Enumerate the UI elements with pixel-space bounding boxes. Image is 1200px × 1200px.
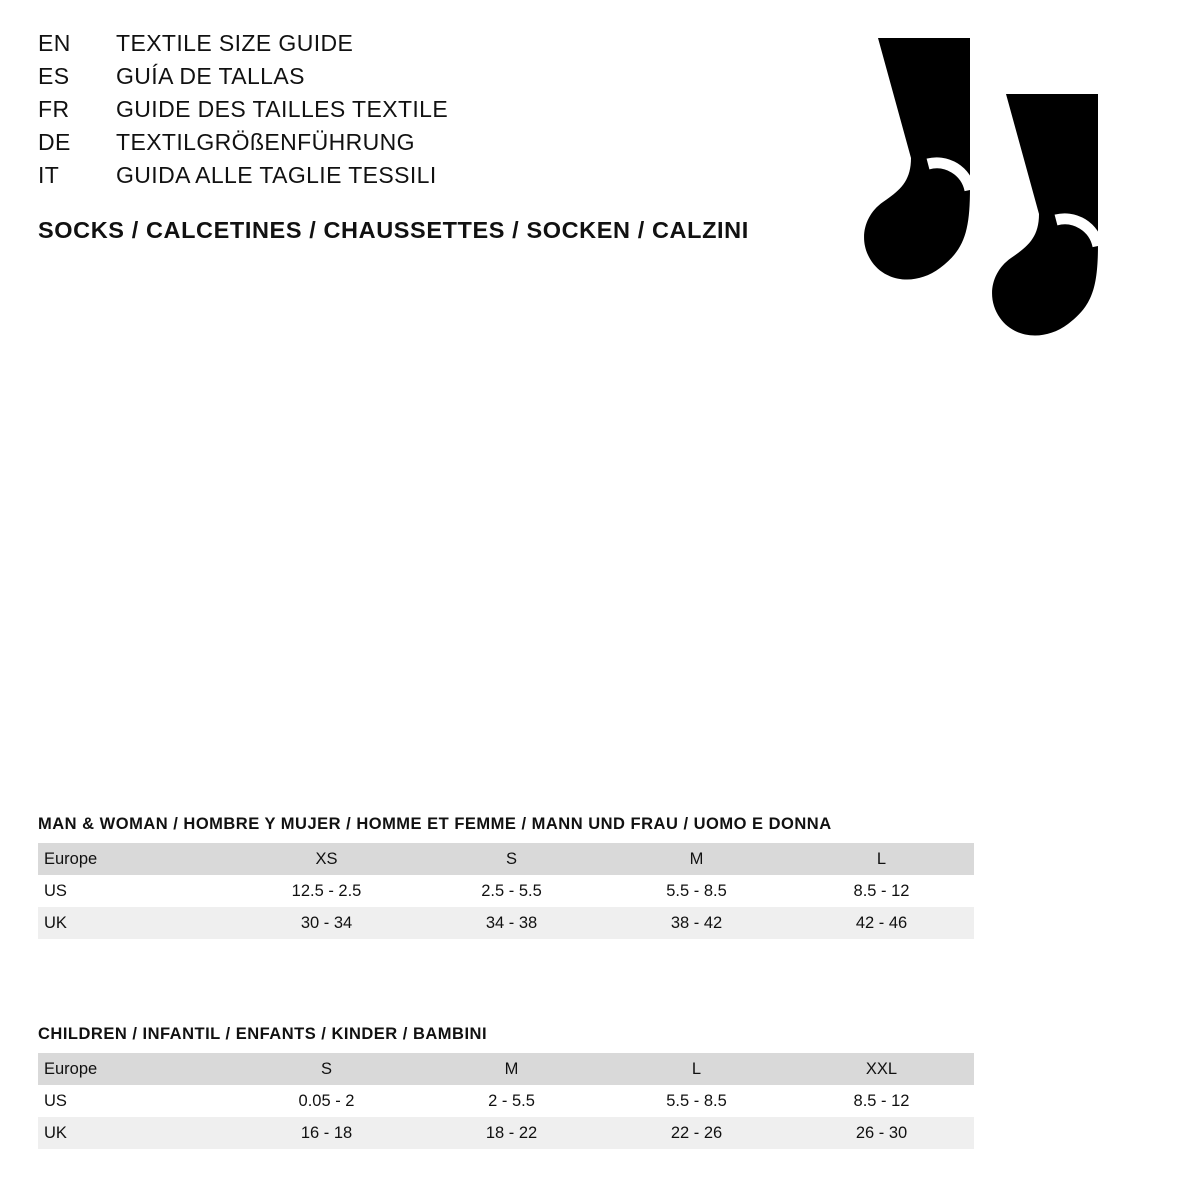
socks-icon [810,28,1130,368]
cell: 22 - 26 [604,1117,789,1149]
language-row-en [38,30,798,63]
language-title: TEXTILE SIZE GUIDE [116,30,354,56]
cell: 12.5 - 2.5 [234,875,419,907]
table-row [38,1085,974,1117]
language-row-es [38,63,798,96]
table-title: CHILDREN / INFANTIL / ENFANTS / KINDER / BAMBINI [38,1025,488,1043]
table-row [38,875,974,907]
table-title: MAN & WOMAN / HOMBRE Y MUJER / HOMME ET FEMME / MANN UND FRAU / UOMO E DONNA [38,815,832,833]
cell: 30 - 34 [234,907,419,939]
cell: L [789,843,974,875]
language-code: IT [38,162,60,188]
cell: 42 - 46 [789,907,974,939]
language-code: ES [38,63,70,89]
cell: 8.5 - 12 [789,875,974,907]
cell: 0.05 - 2 [234,1085,419,1117]
language-title: TEXTILGRÖßENFÜHRUNG [116,129,415,155]
size-table-man-woman [38,815,968,939]
cell: 16 - 18 [234,1117,419,1149]
language-title: GUÍA DE TALLAS [116,63,305,89]
table-row [38,907,974,939]
table-row [38,1053,974,1085]
language-title: GUIDE DES TAILLES TEXTILE [116,96,449,122]
cell: M [419,1053,604,1085]
product-category-title: SOCKS / CALCETINES / CHAUSSETTES / SOCKEN / CALZINI [38,217,749,243]
cell: 38 - 42 [604,907,789,939]
size-guide-header [38,30,798,244]
size-table-children [38,1025,968,1149]
cell: 8.5 - 12 [789,1085,974,1117]
language-code: DE [38,129,71,155]
language-title: GUIDA ALLE TAGLIE TESSILI [116,162,437,188]
cell: 34 - 38 [419,907,604,939]
size-table [38,843,974,939]
table-row [38,1117,974,1149]
cell: S [419,843,604,875]
language-row-fr [38,96,798,129]
cell: 26 - 30 [789,1117,974,1149]
cell: 5.5 - 8.5 [604,1085,789,1117]
cell: 18 - 22 [419,1117,604,1149]
cell: XS [234,843,419,875]
language-code: EN [38,30,71,56]
table-row [38,843,974,875]
cell: M [604,843,789,875]
size-table [38,1053,974,1149]
row-label: UK [38,907,234,939]
cell: S [234,1053,419,1085]
cell: XXL [789,1053,974,1085]
cell: 2 - 5.5 [419,1085,604,1117]
row-label: UK [38,1117,234,1149]
row-label: US [38,875,234,907]
language-code: FR [38,96,70,122]
cell: 5.5 - 8.5 [604,875,789,907]
language-row-de [38,129,798,162]
row-label: Europe [38,1053,234,1085]
language-row-it [38,162,798,195]
cell: 2.5 - 5.5 [419,875,604,907]
row-label: Europe [38,843,234,875]
row-label: US [38,1085,234,1117]
cell: L [604,1053,789,1085]
